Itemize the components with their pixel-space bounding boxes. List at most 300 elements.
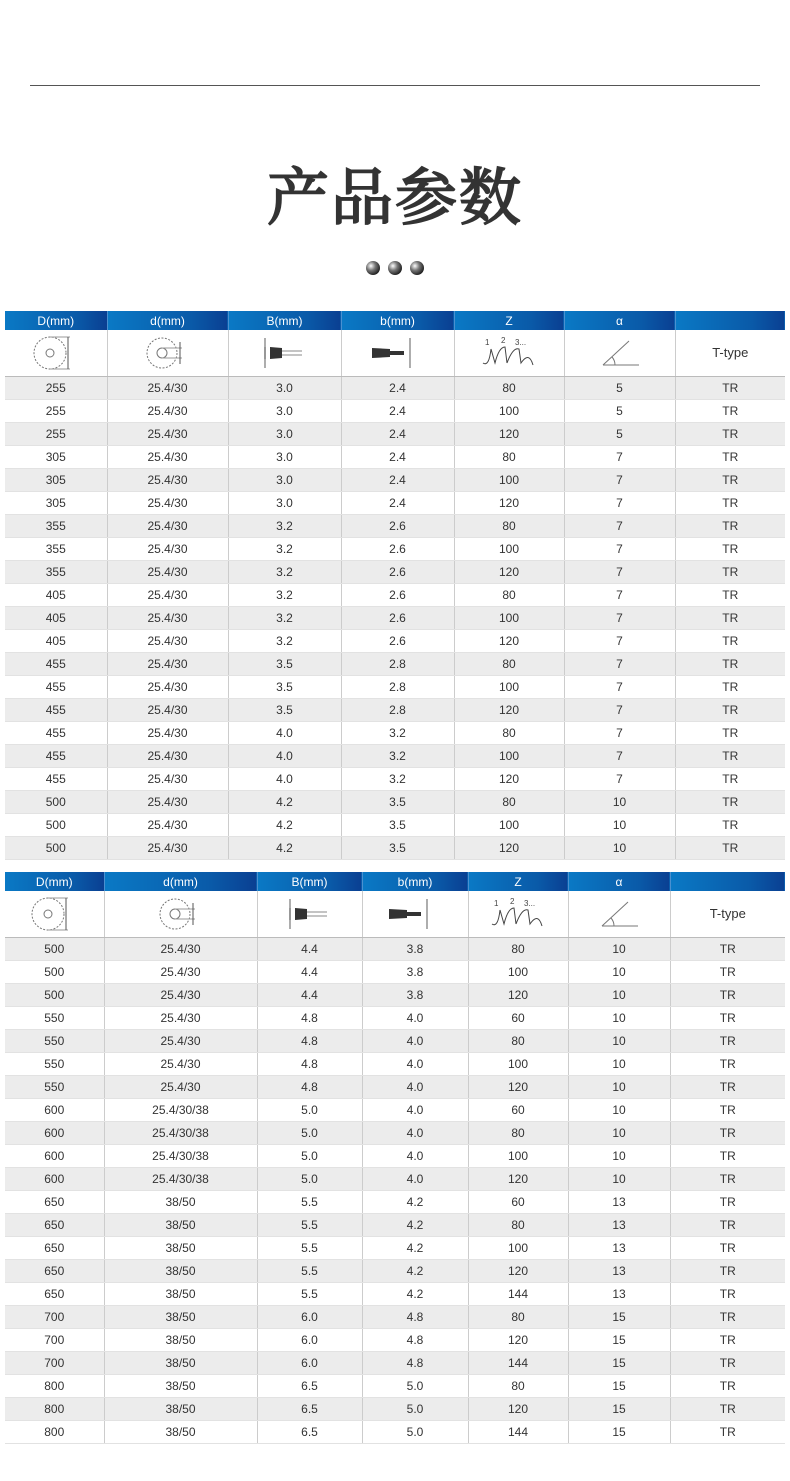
cell: TR bbox=[670, 1030, 785, 1053]
column-header: α bbox=[564, 311, 675, 330]
table-row bbox=[5, 1099, 785, 1122]
cell: 80 bbox=[454, 791, 564, 814]
cell: 25.4/30 bbox=[104, 1007, 257, 1030]
cell: 10 bbox=[568, 1076, 670, 1099]
cell: 650 bbox=[5, 1214, 104, 1237]
cell: 7 bbox=[564, 584, 675, 607]
cell: 38/50 bbox=[104, 1306, 257, 1329]
table-row bbox=[5, 400, 785, 423]
cell: 3.2 bbox=[228, 584, 341, 607]
table-row bbox=[5, 984, 785, 1007]
cell: 80 bbox=[468, 1214, 568, 1237]
cell: 650 bbox=[5, 1283, 104, 1306]
bore-diameter-icon bbox=[107, 330, 228, 377]
cell: 500 bbox=[5, 791, 107, 814]
cell: 7 bbox=[564, 515, 675, 538]
cell: 4.0 bbox=[362, 1007, 468, 1030]
cell: 600 bbox=[5, 1099, 104, 1122]
cell: 100 bbox=[468, 961, 568, 984]
cell: 5.0 bbox=[257, 1145, 362, 1168]
cell: 25.4/30 bbox=[104, 1053, 257, 1076]
cell: 38/50 bbox=[104, 1237, 257, 1260]
cell: TR bbox=[670, 1053, 785, 1076]
cell: 4.8 bbox=[362, 1352, 468, 1375]
cell: 3.5 bbox=[228, 653, 341, 676]
cell: TR bbox=[675, 423, 785, 446]
cell: 550 bbox=[5, 1076, 104, 1099]
cell: 100 bbox=[454, 745, 564, 768]
cell: 7 bbox=[564, 469, 675, 492]
cell: 700 bbox=[5, 1329, 104, 1352]
cell: 120 bbox=[468, 1168, 568, 1191]
svg-text:1: 1 bbox=[494, 899, 499, 908]
table-row bbox=[5, 1375, 785, 1398]
cell: 2.6 bbox=[341, 630, 454, 653]
cell: 2.8 bbox=[341, 653, 454, 676]
cell: 7 bbox=[564, 653, 675, 676]
cell: 15 bbox=[568, 1329, 670, 1352]
column-header: D(mm) bbox=[5, 311, 107, 330]
cell: 120 bbox=[468, 984, 568, 1007]
cell: TR bbox=[670, 1076, 785, 1099]
cell: 3.5 bbox=[341, 791, 454, 814]
cell: 650 bbox=[5, 1260, 104, 1283]
cell: 4.2 bbox=[362, 1191, 468, 1214]
cell: 4.0 bbox=[362, 1145, 468, 1168]
cell: 80 bbox=[468, 938, 568, 961]
cell: TR bbox=[675, 492, 785, 515]
cell: TR bbox=[670, 938, 785, 961]
cell: 25.4/30 bbox=[107, 561, 228, 584]
cell: 6.5 bbox=[257, 1398, 362, 1421]
cell: TR bbox=[670, 1145, 785, 1168]
svg-text:2: 2 bbox=[510, 897, 515, 906]
cell: 80 bbox=[468, 1030, 568, 1053]
cell: 4.0 bbox=[228, 745, 341, 768]
cell: 2.8 bbox=[341, 676, 454, 699]
cell: 455 bbox=[5, 699, 107, 722]
cell: TR bbox=[675, 469, 785, 492]
cell: 38/50 bbox=[104, 1352, 257, 1375]
table-row bbox=[5, 584, 785, 607]
cell: 2.6 bbox=[341, 607, 454, 630]
table-row bbox=[5, 1145, 785, 1168]
cell: 3.5 bbox=[228, 699, 341, 722]
icon-row bbox=[5, 891, 785, 938]
cell: 405 bbox=[5, 607, 107, 630]
cell: TR bbox=[670, 1329, 785, 1352]
cell: 38/50 bbox=[104, 1283, 257, 1306]
cell: TR bbox=[675, 538, 785, 561]
blade-diameter-icon bbox=[5, 891, 104, 938]
cell: 144 bbox=[468, 1421, 568, 1444]
cell: 120 bbox=[454, 561, 564, 584]
kerf-width-icon bbox=[257, 891, 362, 938]
cell: 15 bbox=[568, 1306, 670, 1329]
cell: 455 bbox=[5, 676, 107, 699]
cell: 3.8 bbox=[362, 961, 468, 984]
table-row bbox=[5, 837, 785, 860]
cell: 4.2 bbox=[362, 1283, 468, 1306]
cell: TR bbox=[670, 1398, 785, 1421]
cell: 7 bbox=[564, 446, 675, 469]
cell: 305 bbox=[5, 492, 107, 515]
table-row bbox=[5, 768, 785, 791]
table-row bbox=[5, 1076, 785, 1099]
cell: 80 bbox=[454, 722, 564, 745]
cell: 2.6 bbox=[341, 561, 454, 584]
cell: 3.2 bbox=[341, 722, 454, 745]
cell: 25.4/30 bbox=[107, 400, 228, 423]
cell: 25.4/30 bbox=[107, 699, 228, 722]
cell: 5.0 bbox=[362, 1375, 468, 1398]
cell: 355 bbox=[5, 561, 107, 584]
cell: 60 bbox=[468, 1191, 568, 1214]
cell: 255 bbox=[5, 377, 107, 400]
cell: 4.0 bbox=[228, 768, 341, 791]
cell: 15 bbox=[568, 1352, 670, 1375]
table-row bbox=[5, 1122, 785, 1145]
cell: 25.4/30/38 bbox=[104, 1122, 257, 1145]
cell: 25.4/30 bbox=[107, 515, 228, 538]
cell: 7 bbox=[564, 538, 675, 561]
cell: 80 bbox=[468, 1306, 568, 1329]
cell: 2.4 bbox=[341, 423, 454, 446]
dot-icon bbox=[410, 261, 424, 275]
cell: 800 bbox=[5, 1375, 104, 1398]
cell: 60 bbox=[468, 1007, 568, 1030]
table-row bbox=[5, 561, 785, 584]
column-header: Z bbox=[454, 311, 564, 330]
cell: 4.8 bbox=[257, 1053, 362, 1076]
cell: 25.4/30 bbox=[107, 469, 228, 492]
icon-row bbox=[5, 330, 785, 377]
cell: 144 bbox=[468, 1283, 568, 1306]
cell: 4.4 bbox=[257, 961, 362, 984]
cell: 4.0 bbox=[362, 1099, 468, 1122]
cell: 500 bbox=[5, 938, 104, 961]
t-type-label: T-type bbox=[675, 330, 785, 377]
cell: 5.5 bbox=[257, 1260, 362, 1283]
cell: 355 bbox=[5, 515, 107, 538]
cell: TR bbox=[675, 699, 785, 722]
cell: 355 bbox=[5, 538, 107, 561]
cell: 4.2 bbox=[228, 837, 341, 860]
cell: 120 bbox=[454, 699, 564, 722]
cell: 7 bbox=[564, 768, 675, 791]
cell: TR bbox=[670, 961, 785, 984]
cell: 5 bbox=[564, 400, 675, 423]
table-row bbox=[5, 676, 785, 699]
cell: TR bbox=[675, 561, 785, 584]
cell: 25.4/30 bbox=[104, 984, 257, 1007]
table-row bbox=[5, 961, 785, 984]
cell: 7 bbox=[564, 492, 675, 515]
dot-icon bbox=[366, 261, 380, 275]
table-row bbox=[5, 791, 785, 814]
cell: 25.4/30 bbox=[104, 961, 257, 984]
cell: 3.2 bbox=[228, 538, 341, 561]
spec-table-2 bbox=[5, 872, 785, 1444]
angle-icon bbox=[568, 891, 670, 938]
cell: 455 bbox=[5, 745, 107, 768]
cell: 4.4 bbox=[257, 984, 362, 1007]
cell: 2.4 bbox=[341, 469, 454, 492]
table-row bbox=[5, 699, 785, 722]
cell: TR bbox=[670, 1214, 785, 1237]
cell: 3.2 bbox=[228, 561, 341, 584]
cell: 700 bbox=[5, 1352, 104, 1375]
cell: 4.8 bbox=[257, 1030, 362, 1053]
cell: 25.4/30 bbox=[107, 653, 228, 676]
cell: 600 bbox=[5, 1145, 104, 1168]
cell: 5.5 bbox=[257, 1283, 362, 1306]
kerf-width-icon bbox=[228, 330, 341, 377]
plate-thickness-icon bbox=[341, 330, 454, 377]
cell: 38/50 bbox=[104, 1421, 257, 1444]
table-row bbox=[5, 1191, 785, 1214]
cell: 80 bbox=[454, 515, 564, 538]
cell: 2.4 bbox=[341, 377, 454, 400]
table-row bbox=[5, 630, 785, 653]
cell: 305 bbox=[5, 446, 107, 469]
cell: 25.4/30 bbox=[104, 1030, 257, 1053]
cell: 500 bbox=[5, 984, 104, 1007]
table-row bbox=[5, 515, 785, 538]
cell: TR bbox=[675, 653, 785, 676]
cell: 5.0 bbox=[257, 1122, 362, 1145]
table-row bbox=[5, 814, 785, 837]
cell: 7 bbox=[564, 607, 675, 630]
cell: 15 bbox=[568, 1375, 670, 1398]
cell: TR bbox=[675, 584, 785, 607]
column-header: α bbox=[568, 872, 670, 891]
table-row bbox=[5, 1214, 785, 1237]
cell: 100 bbox=[454, 400, 564, 423]
cell: 15 bbox=[568, 1398, 670, 1421]
cell: 4.2 bbox=[362, 1214, 468, 1237]
cell: 600 bbox=[5, 1168, 104, 1191]
bore-diameter-icon bbox=[104, 891, 257, 938]
cell: 38/50 bbox=[104, 1214, 257, 1237]
cell: TR bbox=[675, 768, 785, 791]
cell: 10 bbox=[564, 837, 675, 860]
table-row bbox=[5, 423, 785, 446]
cell: 3.0 bbox=[228, 400, 341, 423]
cell: 3.5 bbox=[341, 814, 454, 837]
blade-diameter-icon bbox=[5, 330, 107, 377]
column-header: D(mm) bbox=[5, 872, 104, 891]
angle-icon bbox=[564, 330, 675, 377]
cell: 4.2 bbox=[228, 791, 341, 814]
cell: 120 bbox=[468, 1260, 568, 1283]
cell: 120 bbox=[454, 492, 564, 515]
cell: TR bbox=[675, 400, 785, 423]
cell: 100 bbox=[454, 607, 564, 630]
cell: 3.2 bbox=[341, 745, 454, 768]
cell: TR bbox=[675, 676, 785, 699]
cell: 4.0 bbox=[362, 1168, 468, 1191]
cell: TR bbox=[670, 1007, 785, 1030]
teeth-count-icon bbox=[454, 330, 564, 377]
cell: 10 bbox=[568, 1007, 670, 1030]
cell: 5.5 bbox=[257, 1237, 362, 1260]
cell: 13 bbox=[568, 1283, 670, 1306]
cell: 3.0 bbox=[228, 446, 341, 469]
cell: 25.4/30 bbox=[107, 768, 228, 791]
cell: TR bbox=[675, 722, 785, 745]
cell: 600 bbox=[5, 1122, 104, 1145]
plate-thickness-icon bbox=[362, 891, 468, 938]
cell: 455 bbox=[5, 768, 107, 791]
cell: 10 bbox=[568, 1122, 670, 1145]
table-row bbox=[5, 377, 785, 400]
cell: 25.4/30 bbox=[104, 938, 257, 961]
cell: TR bbox=[675, 814, 785, 837]
cell: 38/50 bbox=[104, 1398, 257, 1421]
cell: 38/50 bbox=[104, 1375, 257, 1398]
spec-tables bbox=[5, 311, 785, 1444]
cell: 10 bbox=[568, 984, 670, 1007]
cell: TR bbox=[670, 1352, 785, 1375]
cell: 10 bbox=[568, 1099, 670, 1122]
cell: 500 bbox=[5, 837, 107, 860]
cell: 15 bbox=[568, 1421, 670, 1444]
table-row bbox=[5, 1007, 785, 1030]
cell: 2.4 bbox=[341, 400, 454, 423]
cell: 7 bbox=[564, 745, 675, 768]
teeth-count-icon bbox=[468, 891, 568, 938]
cell: 6.5 bbox=[257, 1421, 362, 1444]
cell: 120 bbox=[454, 423, 564, 446]
cell: TR bbox=[675, 791, 785, 814]
page-title: 产品参数 bbox=[266, 161, 523, 234]
cell: 4.2 bbox=[228, 814, 341, 837]
cell: 10 bbox=[568, 1030, 670, 1053]
cell: 100 bbox=[454, 676, 564, 699]
cell: 120 bbox=[454, 768, 564, 791]
cell: TR bbox=[670, 1168, 785, 1191]
cell: 2.6 bbox=[341, 584, 454, 607]
cell: 80 bbox=[454, 377, 564, 400]
cell: 13 bbox=[568, 1214, 670, 1237]
cell: 7 bbox=[564, 676, 675, 699]
cell: 3.5 bbox=[228, 676, 341, 699]
cell: 120 bbox=[468, 1329, 568, 1352]
cell: 3.0 bbox=[228, 377, 341, 400]
cell: 2.6 bbox=[341, 538, 454, 561]
table-row bbox=[5, 1306, 785, 1329]
table-row bbox=[5, 1398, 785, 1421]
table-row bbox=[5, 722, 785, 745]
cell: 455 bbox=[5, 653, 107, 676]
cell: 10 bbox=[568, 1145, 670, 1168]
cell: 4.8 bbox=[362, 1306, 468, 1329]
cell: 2.4 bbox=[341, 446, 454, 469]
column-header: B(mm) bbox=[257, 872, 362, 891]
cell: 550 bbox=[5, 1053, 104, 1076]
column-header: d(mm) bbox=[104, 872, 257, 891]
cell: 25.4/30/38 bbox=[104, 1145, 257, 1168]
cell: 25.4/30 bbox=[107, 837, 228, 860]
dot-icon bbox=[388, 261, 402, 275]
svg-text:2: 2 bbox=[501, 336, 506, 345]
table-row bbox=[5, 446, 785, 469]
cell: 25.4/30 bbox=[107, 722, 228, 745]
cell: 7 bbox=[564, 722, 675, 745]
cell: 10 bbox=[568, 1168, 670, 1191]
cell: 25.4/30 bbox=[104, 1076, 257, 1099]
column-header bbox=[675, 311, 785, 330]
cell: 25.4/30 bbox=[107, 630, 228, 653]
cell: 550 bbox=[5, 1030, 104, 1053]
cell: 80 bbox=[468, 1122, 568, 1145]
cell: 550 bbox=[5, 1007, 104, 1030]
header-row bbox=[5, 311, 785, 330]
cell: 25.4/30 bbox=[107, 446, 228, 469]
cell: TR bbox=[670, 984, 785, 1007]
cell: 10 bbox=[568, 938, 670, 961]
table-row bbox=[5, 938, 785, 961]
cell: 7 bbox=[564, 561, 675, 584]
cell: 25.4/30 bbox=[107, 607, 228, 630]
cell: 10 bbox=[568, 961, 670, 984]
cell: 3.2 bbox=[228, 630, 341, 653]
cell: 5 bbox=[564, 423, 675, 446]
cell: 4.0 bbox=[362, 1122, 468, 1145]
cell: 5.0 bbox=[257, 1168, 362, 1191]
cell: 25.4/30 bbox=[107, 377, 228, 400]
cell: TR bbox=[675, 377, 785, 400]
cell: 25.4/30 bbox=[107, 538, 228, 561]
cell: 6.0 bbox=[257, 1329, 362, 1352]
cell: 4.2 bbox=[362, 1237, 468, 1260]
column-header: Z bbox=[468, 872, 568, 891]
cell: 25.4/30 bbox=[107, 791, 228, 814]
cell: 80 bbox=[454, 653, 564, 676]
cell: 800 bbox=[5, 1421, 104, 1444]
cell: 3.8 bbox=[362, 938, 468, 961]
cell: 5.5 bbox=[257, 1214, 362, 1237]
cell: 100 bbox=[454, 814, 564, 837]
table-row bbox=[5, 1168, 785, 1191]
cell: 13 bbox=[568, 1191, 670, 1214]
table-row bbox=[5, 1283, 785, 1306]
cell: 38/50 bbox=[104, 1260, 257, 1283]
cell: 13 bbox=[568, 1237, 670, 1260]
cell: 700 bbox=[5, 1306, 104, 1329]
cell: 38/50 bbox=[104, 1191, 257, 1214]
cell: 38/50 bbox=[104, 1329, 257, 1352]
column-header: B(mm) bbox=[228, 311, 341, 330]
cell: 5.0 bbox=[362, 1398, 468, 1421]
cell: TR bbox=[675, 515, 785, 538]
cell: 120 bbox=[468, 1398, 568, 1421]
cell: 5.5 bbox=[257, 1191, 362, 1214]
cell: 3.0 bbox=[228, 423, 341, 446]
svg-text:1: 1 bbox=[485, 338, 490, 347]
cell: TR bbox=[675, 446, 785, 469]
svg-text:3...: 3... bbox=[524, 899, 536, 908]
cell: 2.6 bbox=[341, 515, 454, 538]
cell: 25.4/30 bbox=[107, 676, 228, 699]
table-row bbox=[5, 1237, 785, 1260]
cell: 144 bbox=[468, 1352, 568, 1375]
cell: 4.0 bbox=[362, 1030, 468, 1053]
cell: 80 bbox=[454, 584, 564, 607]
table-row bbox=[5, 1053, 785, 1076]
cell: 800 bbox=[5, 1398, 104, 1421]
